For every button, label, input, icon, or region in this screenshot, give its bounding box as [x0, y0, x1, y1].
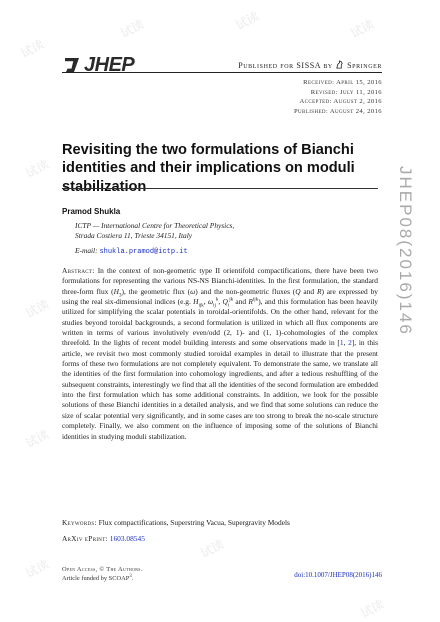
open-access-text: Open Access, © The Authors.: [62, 566, 143, 573]
author-affiliation: [75, 221, 234, 241]
citation-link[interactable]: 1: [339, 338, 344, 348]
email-link[interactable]: shukla.pramod@ictp.it: [99, 248, 188, 256]
arxiv-label: ArXiv ePrint:: [62, 534, 108, 543]
publisher-line: [238, 60, 382, 70]
watermark: 试读: [198, 537, 227, 561]
watermark: 试读: [118, 17, 147, 41]
citation-link[interactable]: 2: [348, 338, 352, 348]
watermark: 试读: [233, 9, 262, 33]
author-name: Pramod Shukla: [62, 207, 121, 216]
side-identifier: JHEP08(2016)146: [396, 166, 415, 336]
header-rule: [62, 72, 382, 73]
watermark: 试读: [348, 17, 377, 41]
arxiv-eprint: [62, 534, 145, 543]
watermark: 试读: [23, 557, 52, 581]
affiliation-line: ICTP — International Centre for Theoretical Physics,: [75, 221, 235, 230]
paper-title: Revisiting the two formulations of Bianchi identities and their implications on moduli stabilization: [62, 142, 355, 195]
watermark: 试读: [23, 157, 52, 181]
author-email: [75, 246, 188, 256]
watermark: 试读: [358, 597, 387, 621]
keywords-label: Keywords:: [62, 518, 97, 527]
footer-license: [62, 565, 143, 583]
email-label: E-mail:: [75, 246, 98, 255]
published-date: Published: August 24, 2016: [293, 107, 382, 115]
watermark: 试读: [18, 37, 47, 61]
publisher-text: Published for SISSA by: [238, 61, 333, 70]
abstract: Abstract: In the context of non-geometric type II orientifold compactifications, there have been two formulations for representing the various NS-NS Bianchi-identities. In the first formulation, the standard three-form flux $(H_3)$, the geometric flux (ω) and the non-geometric fluxes (Q and R) are expressed by using the real six-dimensional indices (e.g. $H_{ijk}$, $\omega_{ij}^k$, $Q_i^{jk}$ and $R^{ijk}$), and this formulation has been heavily utilized for simplifying the scalar potentials in toroidal-orientifolds. On the other hand, relevant for the studies beyond toroidal backgrounds, a second formulation is utilized in which all flux components are written in terms of various involutively even/odd (2, 1)- and (1, 1)-cohomologies of the complex threefold. In the lights of recent model building interests and some observations made in [1, 2], in this article, we revisit two most commonly studied toroidal examples in detail to illustrate that the present forms of these two formulations are not completely equivalent. To demonstrate the same, we translate all the identities of the first formulation into cohomology ingredients, and after a tedious reshuffling of the subsequent constraints, interestingly we find that all the identities of the second formulation are embedded into the first formulation which has some additional constraints. In addition, we look for the possible solutions of these Bianchi identities in a detailed analysis, and we find that some solutions can reduce the size of scalar potential very significantly, and in some cases are too strong to break the no-scale structure completely. Finally, we also comment on the influence of imposing some of the solutions of Bianchi identities in studying moduli stabilization.: [62, 266, 378, 441]
abstract-label: Abstract:: [62, 266, 95, 275]
revised-date: Revised: July 11, 2016: [310, 88, 382, 96]
accepted-date: Accepted: August 2, 2016: [299, 98, 382, 106]
keywords: [62, 518, 290, 527]
keywords-value: Flux compactifications, Superstring Vacua, Supergravity Models: [98, 518, 290, 527]
watermark: 试读: [23, 297, 52, 321]
springer-horse-icon: [335, 60, 344, 69]
funding-text: Article funded by SCOAP$^3$.: [62, 573, 134, 582]
doi-link[interactable]: doi:10.1007/JHEP08(2016)146: [294, 571, 382, 579]
affiliation-line: Strada Costiera 11, Trieste 34151, Italy: [75, 231, 193, 240]
watermark: 试读: [23, 427, 52, 451]
title-rule: [62, 188, 378, 189]
publication-dates: [294, 78, 382, 116]
received-date: Received: April 15, 2016: [303, 79, 382, 86]
logo-text: JHEP: [84, 54, 135, 76]
publisher-partner: Springer: [347, 61, 382, 70]
arxiv-link[interactable]: 1603.08545: [109, 534, 145, 543]
